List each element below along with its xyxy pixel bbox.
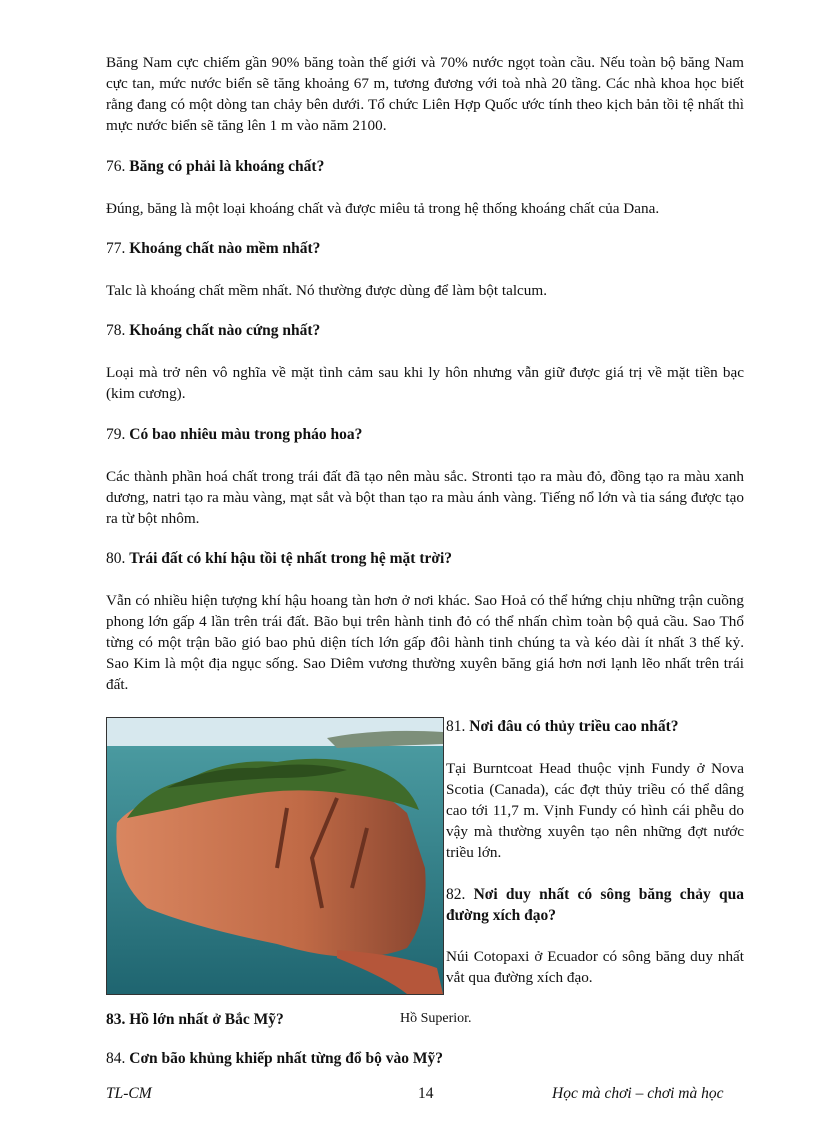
question-84 — [106, 1048, 443, 1069]
answer-76: Đúng, băng là một loại khoáng chất và được miêu tả trong hệ thống khoáng chất của Dana. — [106, 200, 660, 217]
question-82-number: 82. — [446, 886, 466, 903]
question-79 — [106, 424, 362, 445]
question-76-title: Băng có phải là khoáng chất? — [129, 158, 325, 175]
question-78 — [106, 320, 320, 341]
question-80 — [106, 548, 452, 569]
question-80-title: Trái đất có khí hậu tồi tệ nhất trong hệ mặt trời? — [129, 550, 452, 567]
question-77 — [106, 238, 320, 259]
footer-right: Học mà chơi – chơi mà học — [552, 1085, 724, 1102]
question-84-number: 84. — [106, 1050, 126, 1067]
question-77-number: 77. — [106, 240, 126, 257]
question-83-title: 83. Hồ lớn nhất ở Bắc Mỹ? — [106, 1011, 284, 1028]
answer-80: Vẫn có nhiều hiện tượng khí hậu hoang tàn hơn ở nơi khác. Sao Hoả có thể hứng chịu những trận cuồng phong lớn gấp 4 lần trên trái đất. Bão bụi trên hành tinh đỏ có thể nhấn chìm toàn bộ quả cầu. Sao Thổ từng có một trận bão gió bao phủ diện tích lớn gấp đôi hành tinh chúng ta và kéo dài ít nhất 3 thế kỷ. Sao Kim là một địa ngục sống. Sao Diêm vương thường xuyên băng giá hơn nơi lạnh lẽo nhất trên trái đất. — [106, 592, 744, 693]
answer-79: Các thành phần hoá chất trong trái đất đã tạo nên màu sắc. Stronti tạo ra màu đỏ, đồng tạo ra màu xanh dương, natri tạo ra màu vàng, mạt sắt và bột than tạo ra màu ánh vàng. Tiếng nổ lớn và tia sáng được tạo ra từ bột nhôm. — [106, 468, 744, 527]
question-81-title: Nơi đâu có thủy triều cao nhất? — [469, 718, 679, 735]
question-76 — [106, 156, 324, 177]
question-78-title: Khoáng chất nào cứng nhất? — [129, 322, 321, 339]
question-82 — [446, 884, 744, 926]
cliff-photo — [106, 717, 444, 995]
question-81-number: 81. — [446, 718, 466, 735]
answer-77: Talc là khoáng chất mềm nhất. Nó thường được dùng để làm bột talcum. — [106, 282, 547, 299]
question-82-title: Nơi duy nhất có sông băng chảy qua đường xích đạo? — [446, 886, 744, 924]
question-84-title: Cơn bão khủng khiếp nhất từng đổ bộ vào Mỹ? — [129, 1050, 444, 1067]
question-79-number: 79. — [106, 426, 126, 443]
cliff-photo-illustration — [107, 718, 443, 994]
question-81 — [446, 716, 679, 737]
answer-82: Núi Cotopaxi ở Ecuador có sông băng duy nhất vắt qua đường xích đạo. — [446, 948, 744, 986]
question-79-title: Có bao nhiêu màu trong pháo hoa? — [129, 426, 363, 443]
answer-78: Loại mà trở nên vô nghĩa về mặt tình cảm sau khi ly hôn nhưng vẫn giữ được giá trị về mặt tiền bạc (kim cương). — [106, 364, 744, 402]
question-76-number: 76. — [106, 158, 126, 175]
question-77-title: Khoáng chất nào mềm nhất? — [129, 240, 321, 257]
page-number: 14 — [418, 1085, 434, 1102]
question-83 — [106, 1009, 284, 1030]
answer-81: Tại Burntcoat Head thuộc vịnh Fundy ở Nova Scotia (Canada), các đợt thủy triều có thể dâng cao tới 11,7 m. Vịnh Fundy có hình cái phễu do vậy mà thường xuyên tạo nên những đợt nước triều lớn. — [446, 760, 744, 861]
question-78-number: 78. — [106, 322, 126, 339]
question-80-number: 80. — [106, 550, 126, 567]
intro-paragraph: Băng Nam cực chiếm gần 90% băng toàn thế giới và 70% nước ngọt toàn cầu. Nếu toàn bộ băng Nam cực tan, mức nước biển sẽ tăng khoảng 67 m, tương đương với toà nhà 20 tầng. Các nhà khoa học biết rằng đang có một dòng tan chảy bên dưới. Tổ chức Liên Hợp Quốc ước tính theo kịch bản tồi tệ nhất thì mực nước biển sẽ tăng lên 1 m vào năm 2100. — [106, 54, 744, 134]
footer-left: TL-CM — [106, 1085, 152, 1102]
answer-83: Hồ Superior. — [400, 1011, 472, 1026]
